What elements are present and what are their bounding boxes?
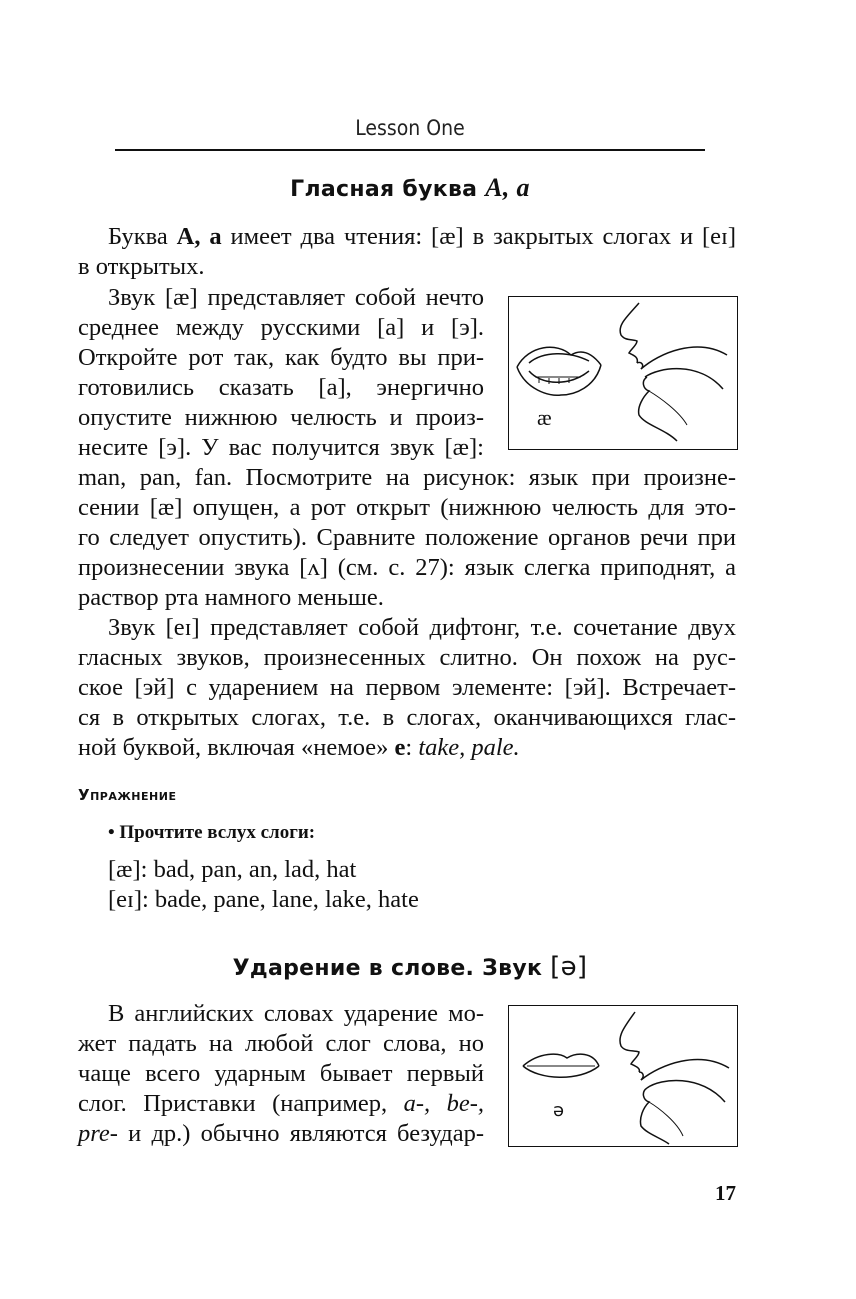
- text-line: Буква A, a имеет два чтения: [æ] в закрытых слогах и [eɪ]: [108, 223, 736, 250]
- text-line: гласных звуков, произнесенных слитно. Он похож на рус-: [78, 644, 736, 671]
- text-line: ское [эй] с ударением на первом элементе: [эй]. Встречает-: [78, 674, 736, 701]
- text-line: man, pan, fan. Посмотрите на рисунок: язык при произне-: [78, 464, 736, 491]
- text-line: го следует опустить). Сравните положение органов речи при: [78, 524, 736, 551]
- bold-letter-e: e: [394, 734, 406, 761]
- text-line: ся в открытых слогах, т.е. в слогах, оканчивающихся глас-: [78, 704, 736, 731]
- figure-label-ae: æ: [537, 405, 552, 430]
- section-title-stress: [115, 952, 705, 982]
- running-head: Lesson One: [355, 116, 465, 140]
- section-title-letters: A, a: [485, 173, 530, 202]
- exercise-title: Упражнение: [78, 786, 177, 804]
- page-number: 17: [715, 1181, 736, 1205]
- text-line: сении [æ] опущен, а рот открыт (нижнюю челюсть для это-: [78, 494, 736, 521]
- text-line: слог. Приставки (например, a-, be-,: [78, 1090, 484, 1117]
- section-title-ipa: [ə]: [550, 952, 588, 982]
- text-line: чаще всего ударным бывает первый: [78, 1060, 484, 1087]
- section-title-text: Ударение в слове. Звук: [232, 956, 551, 981]
- articulation-figure-ae: [508, 296, 738, 450]
- articulation-figure-schwa: [508, 1005, 738, 1147]
- text-line: ной буквой, включая «немое» e: take, pale.: [78, 734, 520, 761]
- text-line: Звук [æ] представляет собой нечто: [108, 284, 484, 311]
- text-line: раствор рта намного меньше.: [78, 584, 384, 611]
- text-line: жет падать на любой слог слова, но: [78, 1030, 484, 1057]
- text-line: опустите нижнюю челюсть и произ-: [78, 404, 484, 431]
- section-title-vowel-a: [115, 173, 705, 203]
- italic-examples: take, pale.: [418, 734, 520, 761]
- text-line: готовились сказать [а], энергично: [78, 374, 484, 401]
- text-line: pre- и др.) обычно являются безудар-: [78, 1120, 484, 1147]
- text-line: В английских словах ударение мо-: [108, 1000, 484, 1027]
- text-line: Откройте рот так, как будто вы при-: [78, 344, 484, 371]
- text-line: несите [э]. У вас получится звук [æ]:: [78, 434, 484, 461]
- mouth-diagram-schwa: [509, 1006, 737, 1146]
- text-line: среднее между русскими [а] и [э].: [78, 314, 484, 341]
- figure-label-schwa: ə: [553, 1100, 565, 1121]
- section-title-text: Гласная буква: [290, 177, 486, 202]
- bold-letters: A, a: [176, 223, 222, 250]
- exercise-instruction: • Прочтите вслух слоги:: [108, 822, 316, 843]
- text-line: произнесении звука [ʌ] (см. с. 27): язык слегка приподнят, а: [78, 554, 736, 581]
- exercise-row-ae: [æ]: bad, pan, an, lad, hat: [108, 856, 357, 883]
- text-line: в открытых.: [78, 253, 205, 280]
- text-line: Звук [eɪ] представляет собой дифтонг, т.е. сочетание двух: [108, 614, 736, 641]
- exercise-row-ei: [eɪ]: bade, pane, lane, lake, hate: [108, 886, 419, 913]
- bullet-icon: •: [108, 822, 115, 843]
- header-rule: [115, 149, 705, 151]
